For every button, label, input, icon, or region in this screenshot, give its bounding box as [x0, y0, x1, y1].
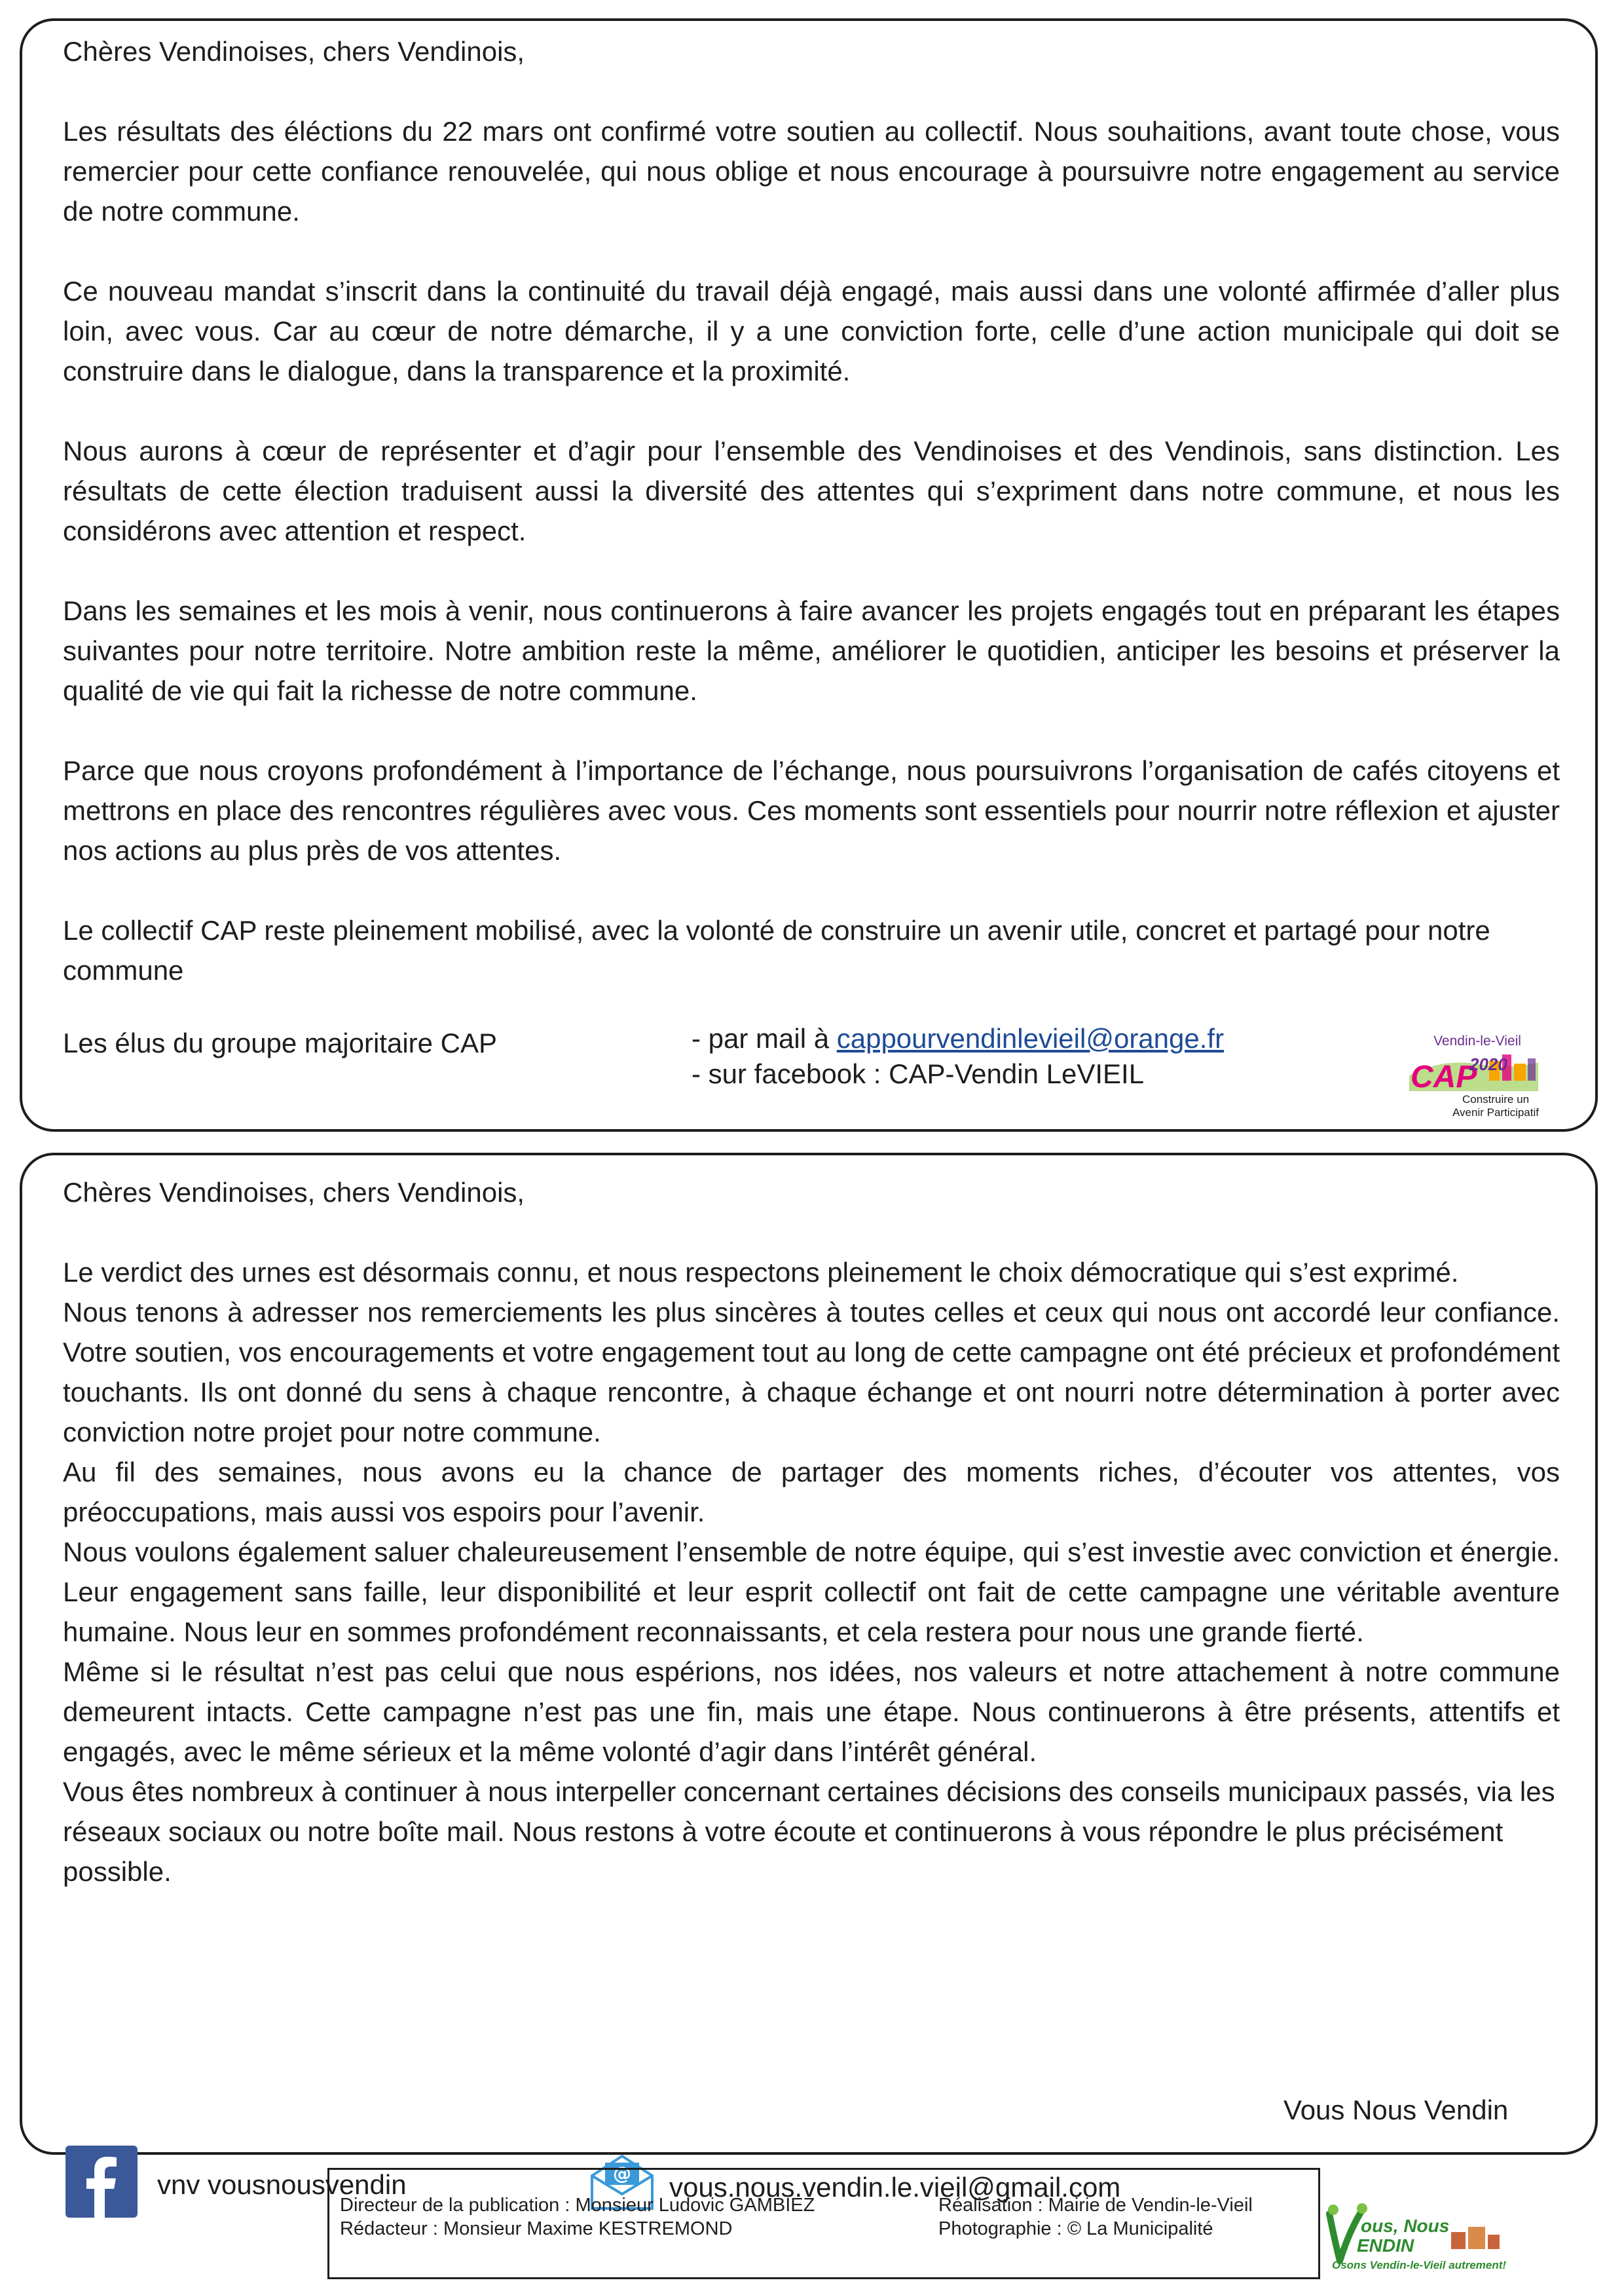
- paragraph: Dans les semaines et les mois à venir, nous continuerons à faire avancer les projets engagés tout en préparant les étapes suivantes pour notre territoire. Notre ambition reste la même, améliorer le quotidien, anticiper les besoins et préserver la qualité de vie qui fait la richesse de notre commune.: [63, 595, 1560, 706]
- vnv-signature: Vous Nous Vendin: [1283, 2095, 1509, 2125]
- contact-mail-prefix: - par mail à: [692, 1023, 837, 1054]
- logo-tagline-2: Avenir Participatif: [1452, 1106, 1539, 1119]
- greeting: Chères Vendinoises, chers Vendinois,: [63, 1177, 525, 1208]
- logo-year-text: 2020: [1469, 1054, 1507, 1074]
- facebook-icon[interactable]: [65, 2146, 138, 2218]
- paragraph: Vous êtes nombreux à continuer à nous interpeller concernant certaines décisions des conseils municipaux passés, via les réseaux sociaux ou notre boîte mail. Nous restons à votre écoute et continuerons à vous répondre le plus précisément possible.: [63, 1776, 1555, 1887]
- credit-director: Directeur de la publication : Monsieur Ludovic GAMBIEZ: [340, 2195, 815, 2216]
- contact-facebook-line: - sur facebook : CAP-Vendin LeVIEIL: [692, 1058, 1145, 1089]
- contact-mail-link[interactable]: cappourvendinlevieil@orange.fr: [836, 1023, 1225, 1054]
- paragraph: Au fil des semaines, nous avons eu la chance de partager des moments riches, d’écouter vos attentes, vos préoccupations, mais aussi vos espoirs pour l’avenir.: [63, 1457, 1560, 1527]
- logo-tagline-1: Construire un: [1462, 1093, 1530, 1106]
- email-address[interactable]: vous.nous.vendin.le.vieil@gmail.com: [669, 2172, 1121, 2203]
- svg-text:@: @: [613, 2163, 631, 2184]
- publication-credits: [327, 2168, 1320, 2279]
- credit-editor: Rédacteur : Monsieur Maxime KESTREMOND: [340, 2218, 733, 2239]
- paragraph: Ce nouveau mandat s’inscrit dans la continuité du travail déjà engagé, mais aussi dans une volonté affirmée d’aller plus loin, avec vous. Car au cœur de notre démarche, il y a une conviction forte, celle d’une action municipale qui doit se construire dans le dialogue, dans la transparence et la proximité.: [63, 276, 1560, 386]
- paragraph: Les résultats des éléctions du 22 mars ont confirmé votre soutien au collectif. Nous souhaitions, avant toute chose, vous remercier pour cette confiance renouvelée, qui nous oblige et nous encourage à poursuivre notre engagement au service de notre commune.: [63, 116, 1560, 227]
- cap-2020-logo: [1404, 1031, 1545, 1124]
- logo-line-2: ENDIN: [1357, 2235, 1414, 2256]
- paragraph: Nous aurons à cœur de représenter et d’agir pour l’ensemble des Vendinoises et des Vendinois, sans distinction. Les résultats de cette élection traduisent aussi la diversité des attentes qui s’expriment dans notre commune, et nous les considérons avec attention et respect.: [63, 436, 1560, 546]
- logo-brand-text: CAP: [1411, 1060, 1477, 1094]
- cap-statement-panel: [20, 18, 1598, 1132]
- paragraph: Nous tenons à adresser nos remerciements les plus sincères à toutes celles et ceux qui nous ont accordé leur confiance. Votre soutien, vos encouragements et votre engagement tout au long de cette campagne ont été précieux et profondément touchants. Ils ont donné du sens à chaque rencontre, à chaque échange et ont nourri notre détermination à porter avec conviction notre projet pour notre commune.: [63, 1297, 1560, 1447]
- logo-line-1: ous, Nous: [1361, 2216, 1450, 2236]
- cap-statement-text: [63, 31, 1560, 990]
- contact-mail-line: [692, 1022, 1224, 1056]
- credit-production: Réalisation : Mairie de Vendin-le-Vieil: [938, 2195, 1253, 2216]
- credit-photo: Photographie : © La Municipalité: [938, 2218, 1213, 2239]
- signature: Les élus du groupe majoritaire CAP: [63, 1028, 498, 1058]
- greeting: Chères Vendinoises, chers Vendinois,: [63, 36, 525, 67]
- paragraph: Le verdict des urnes est désormais connu, et nous respectons pleinement le choix démocratique qui s’est exprimé.: [63, 1257, 1459, 1288]
- vous-nous-vendin-logo: [1320, 2201, 1582, 2273]
- logo-slogan: Osons Vendin-le-Vieil autrement!: [1332, 2259, 1507, 2271]
- facebook-handle[interactable]: vnv vousnousvendin: [157, 2169, 407, 2200]
- vnv-statement-text: [63, 1172, 1560, 1891]
- paragraph: Parce que nous croyons profondément à l’importance de l’échange, nous poursuivrons l’organisation de cafés citoyens et mettrons en place des rencontres régulières avec vous. Ces moments sont essentiels pour nourrir notre réflexion et ajuster nos actions au plus près de vos attentes.: [63, 755, 1560, 866]
- paragraph: Le collectif CAP reste pleinement mobilisé, avec la volonté de construire un avenir utile, concret et partagé pour notre commune: [63, 915, 1490, 986]
- logo-town-text: Vendin-le-Vieil: [1433, 1034, 1521, 1049]
- paragraph: Nous voulons également saluer chaleureusement l’ensemble de notre équipe, qui s’est investie avec conviction et énergie. Leur engagement sans faille, leur disponibilité et leur esprit collectif ont fait de cette campagne une véritable aventure humaine. Nous leur en sommes profondément reconnaissants, et cela restera pour nous une grande fierté.: [63, 1537, 1560, 1647]
- paragraph: Même si le résultat n’est pas celui que nous espérions, nos idées, nos valeurs et notre attachement à notre commune demeurent intacts. Cette campagne n’est pas une fin, mais une étape. Nous continuerons à être présents, attentifs et engagés, avec le même sérieux et la même volonté d’agir dans l’intérêt général.: [63, 1656, 1560, 1767]
